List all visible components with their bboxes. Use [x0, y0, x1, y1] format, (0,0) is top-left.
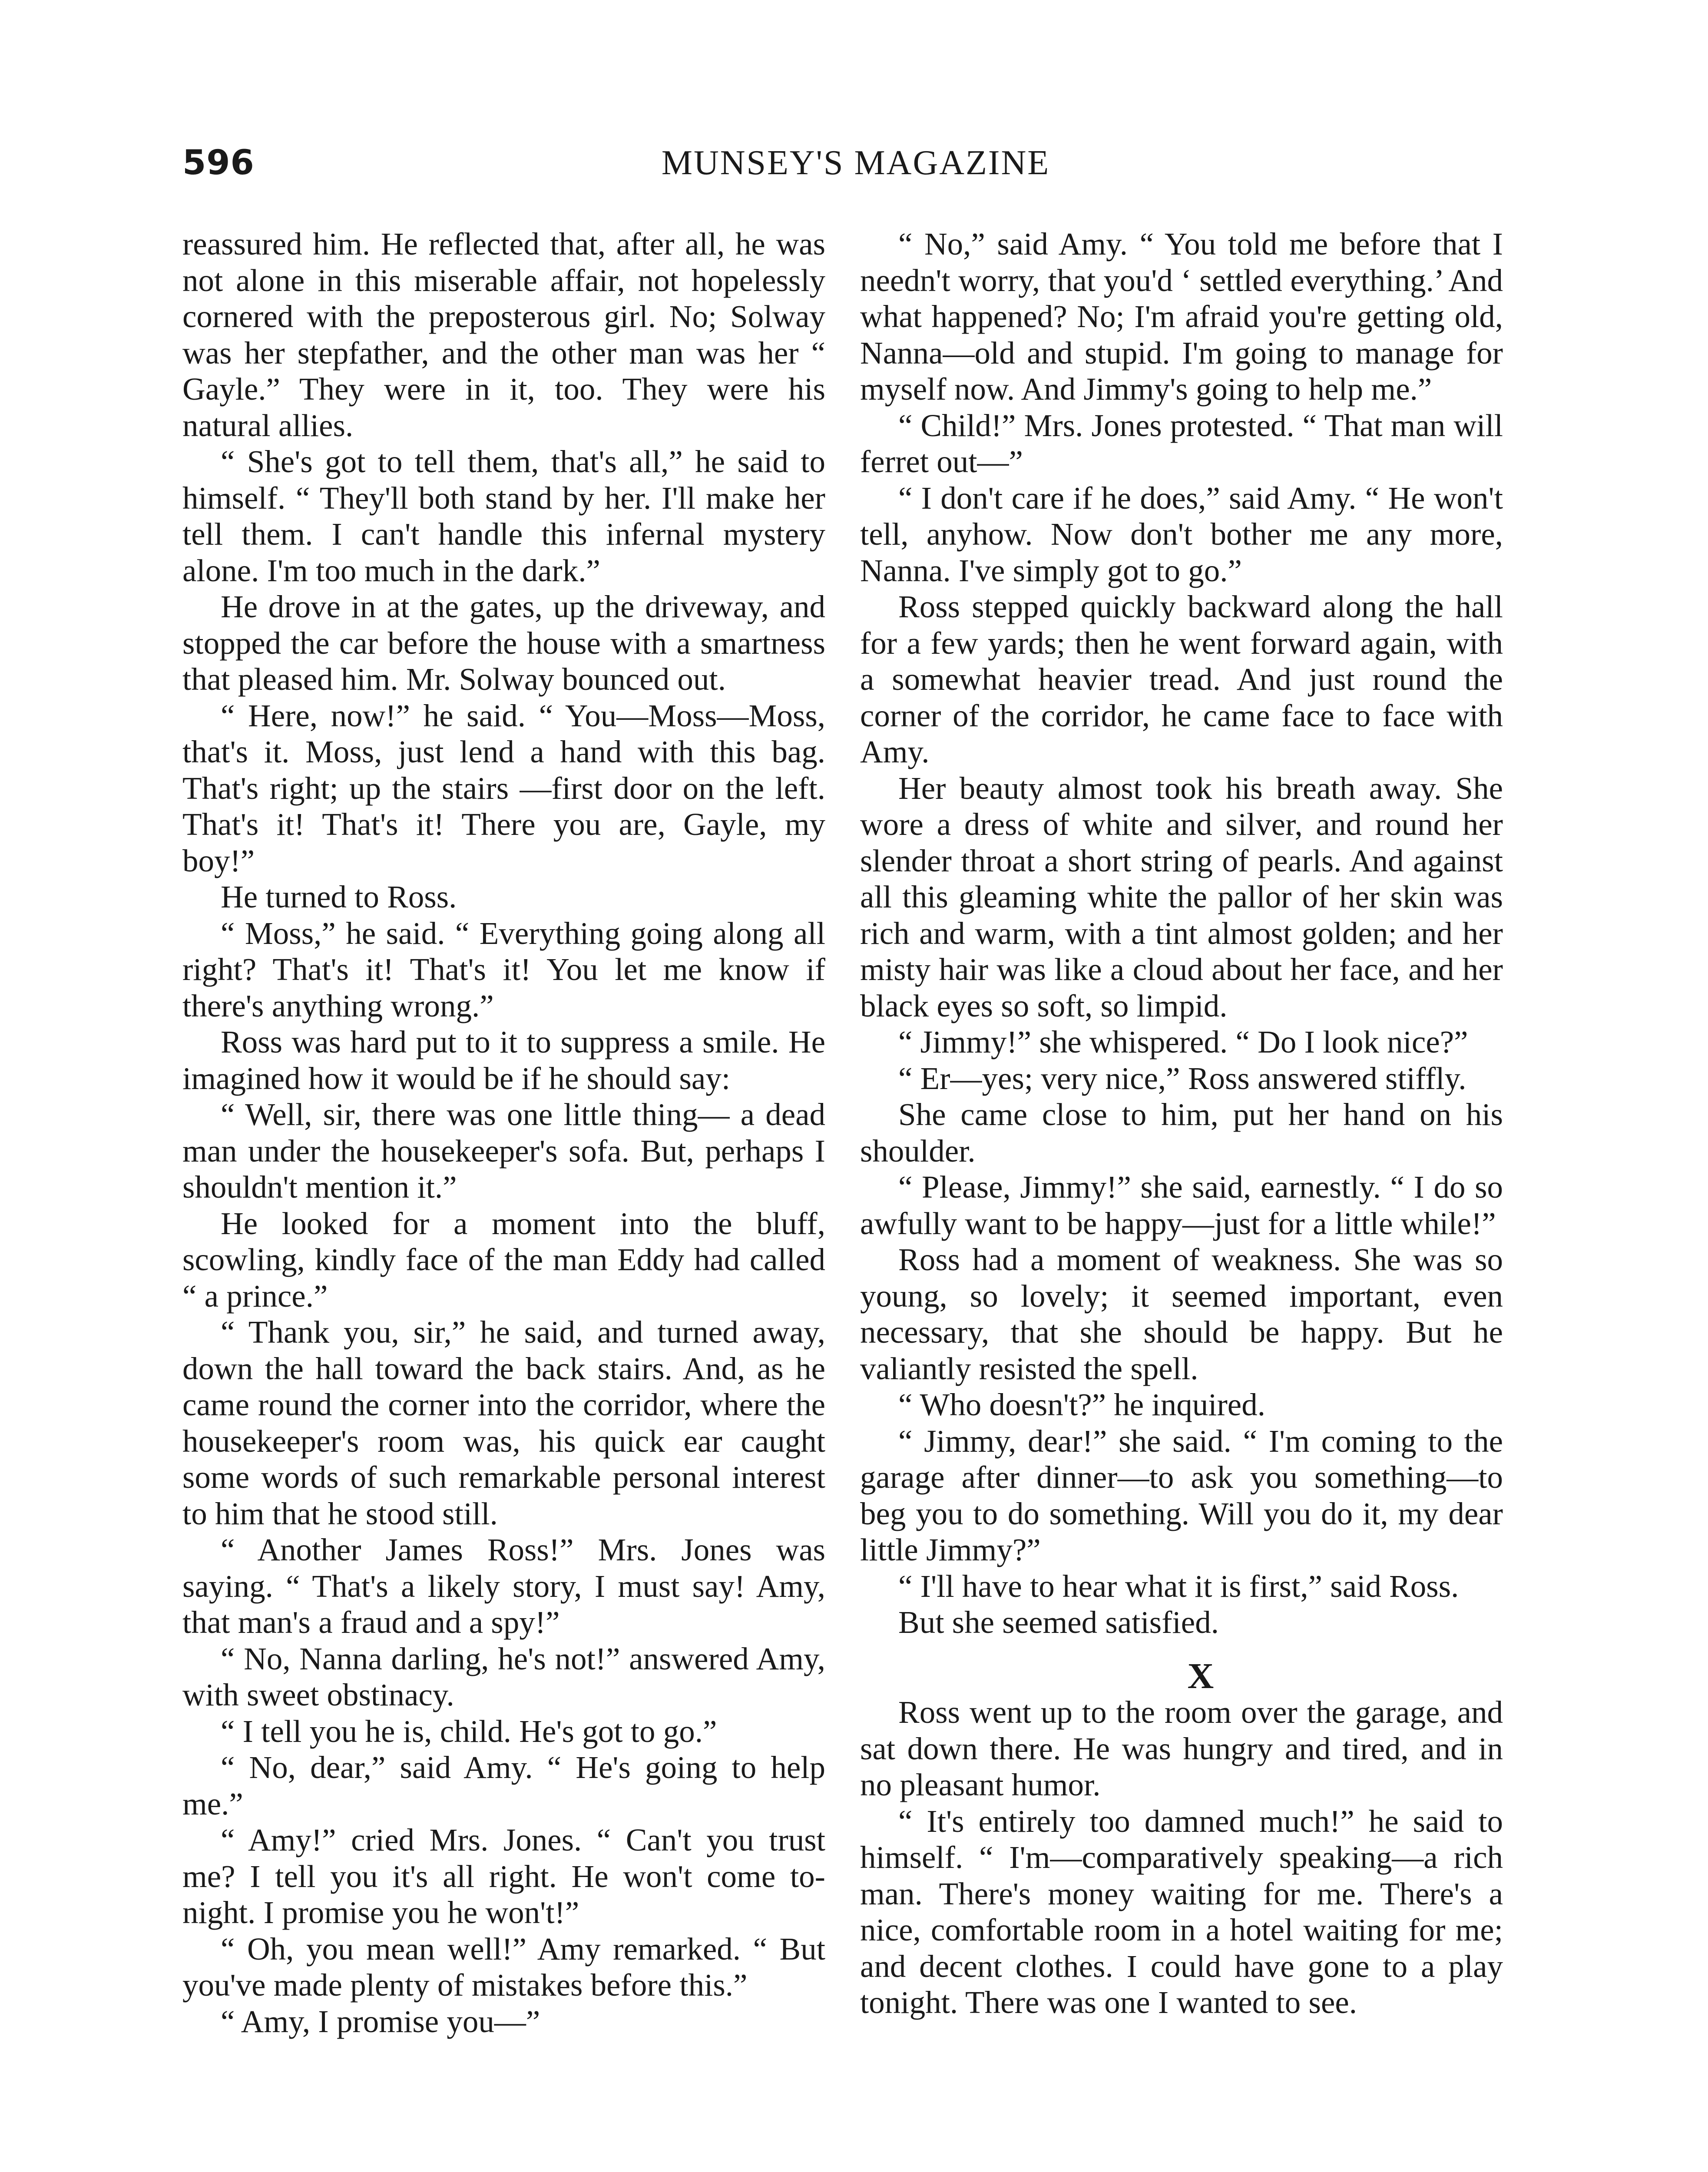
paragraph: “ Thank you, sir,” he said, and turned away, down the hall toward the back stairs. And, as he came round the corner into the corridor, where the housekeeper's room was, his quick ear caught some words of such remarkable personal interest to him that he stood still.: [182, 1314, 825, 1531]
paragraph: She came close to him, put her hand on his shoulder.: [860, 1097, 1503, 1169]
paragraph: “ I don't care if he does,” said Amy. “ He won't tell, anyhow. Now don't bother me any more, Nanna. I've simply got to go.”: [860, 480, 1503, 588]
page-number: 596: [182, 143, 255, 182]
paragraph: “ Amy!” cried Mrs. Jones. “ Can't you trust me? I tell you it's all right. He won't come to-night. I promise you he won't!”: [182, 1822, 825, 1930]
paragraph: But she seemed satisfied.: [898, 1605, 1219, 1640]
paragraph: “ Amy, I promise you—”: [221, 2003, 540, 2039]
paragraph: “ Jimmy, dear!” she said. “ I'm coming to the garage after dinner—to ask you something—to beg you to do something. Will you do it, my dear little Jimmy?”: [860, 1423, 1503, 1567]
page-header: [182, 143, 1529, 191]
paragraph: Ross went up to the room over the garage, and sat down there. He was hungry and tired, and in no pleasant humor.: [860, 1695, 1503, 1802]
paragraph: “ I'll have to hear what it is first,” said Ross.: [898, 1568, 1459, 1604]
chapter-heading: X: [1187, 1655, 1214, 1696]
paragraph: “ No, Nanna darling, he's not!” answered Amy, with sweet obstinacy.: [182, 1641, 825, 1712]
paragraph: “ Who doesn't?” he inquired.: [898, 1387, 1265, 1422]
paragraph: “ It's entirely too damned much!” he said to himself. “ I'm—comparatively speaking—a rich man. There's money waiting for me. There's a nice, comfortable room in a hotel waiting for me; and decent clothes. I could have gone to a play tonight. There was one I wanted to see.: [860, 1803, 1503, 2020]
paragraph: Her beauty almost took his breath away. She wore a dress of white and silver, and round her slender throat a short string of pearls. And against all this gleaming white the pallor of her skin was rich and warm, with a tint almost golden; and her misty hair was like a cloud about her face, and her black eyes so soft, so limpid.: [860, 770, 1503, 1023]
paragraph: “ She's got to tell them, that's all,” he said to himself. “ They'll both stand by her. I'll make her tell them. I can't handle this infernal mystery alone. I'm too much in the dark.”: [182, 444, 825, 588]
paragraph: “ Er—yes; very nice,” Ross answered stiffly.: [898, 1060, 1466, 1096]
paragraph: “ Here, now!” he said. “ You—Moss—Moss, that's it. Moss, just lend a hand with this bag. That's right; up the stairs —first door on the left. That's it! That's it! There you are, Gayle, my boy!”: [182, 698, 825, 878]
left-column: [182, 226, 825, 2040]
paragraph: “ Child!” Mrs. Jones protested. “ That man will ferret out—”: [860, 407, 1503, 479]
paragraph: “ No, dear,” said Amy. “ He's going to help me.”: [182, 1750, 825, 1821]
paragraph: He drove in at the gates, up the driveway, and stopped the car before the house with a smartness that pleased him. Mr. Solway bounced out.: [182, 589, 825, 697]
paragraph: “ Well, sir, there was one little thing— a dead man under the housekeeper's sofa. But, perhaps I shouldn't mention it.”: [182, 1097, 825, 1205]
paragraph: “ Oh, you mean well!” Amy remarked. “ But you've made plenty of mistakes before this.”: [182, 1931, 825, 2003]
paragraph: “ Another James Ross!” Mrs. Jones was saying. “ That's a likely story, I must say! Amy, that man's a fraud and a spy!”: [182, 1532, 825, 1640]
paragraph: reassured him. He reflected that, after all, he was not alone in this miserable affair, not hopelessly cornered with the preposterous girl. No; Solway was her stepfather, and the other man was her “ Gayle.” They were in it, too. They were his natural allies.: [182, 226, 825, 443]
running-head: MUNSEY'S MAGAZINE: [661, 144, 1050, 182]
paragraph: Ross was hard put to it to suppress a smile. He imagined how it would be if he should say:: [182, 1024, 825, 1096]
paragraph: “ I tell you he is, child. He's got to go.”: [221, 1713, 717, 1749]
paragraph: “ Jimmy!” she whispered. “ Do I look nice?”: [898, 1024, 1468, 1060]
right-column: [860, 226, 1503, 2021]
paragraph: “ No,” said Amy. “ You told me before that I needn't worry, that you'd ‘ settled everything.’ And what happened? No; I'm afraid you're getting old, Nanna—old and stupid. I'm going to manage for myself now. And Jimmy's going to help me.”: [860, 226, 1503, 407]
paragraph: Ross had a moment of weakness. She was so young, so lovely; it seemed important, even necessary, that she should be happy. But he valiantly resisted the spell.: [860, 1242, 1503, 1386]
paragraph: He turned to Ross.: [221, 879, 457, 914]
paragraph: “ Please, Jimmy!” she said, earnestly. “ I do so awfully want to be happy—just for a little while!”: [860, 1169, 1503, 1241]
paragraph: He looked for a moment into the bluff, scowling, kindly face of the man Eddy had called “ a prince.”: [182, 1205, 825, 1314]
paragraph: Ross stepped quickly backward along the hall for a few yards; then he went forward again, with a somewhat heavier tread. And just round the corner of the corridor, he came face to face with Amy.: [860, 589, 1503, 769]
paragraph: “ Moss,” he said. “ Everything going along all right? That's it! That's it! You let me know if there's anything wrong.”: [182, 915, 825, 1023]
